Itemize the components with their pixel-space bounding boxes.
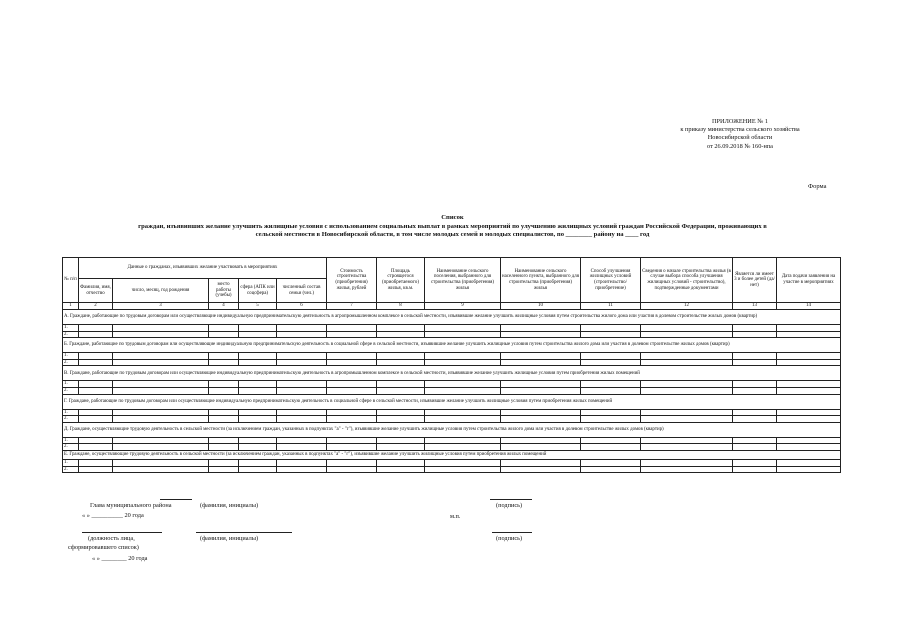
title-line-3: сельской местности в Новосибирской области, в том числе молодых семей и молодых специалистов, по ________ району на ____ год bbox=[255, 231, 650, 239]
col-header-construction-start: Сведения о начале строительства жилья (в случае выбора способа улучшения жилищных условий - строительство), подтвержденные документами bbox=[641, 258, 733, 303]
col-header-area: Площадь строящегося (приобретаемого) жилья, кв.м. bbox=[377, 258, 425, 303]
col-number: 11 bbox=[581, 303, 641, 310]
section-e: Е. Граждане, осуществляющие трудовую деятельность в сельской местности (за исключением граждан, указанных в подпунктах "а" - "г"), изъявившие желание улучшить жилищные условия путем приобретения жилых помещений bbox=[63, 450, 841, 459]
col-header-fullname: Фамилия, имя, отчество bbox=[79, 279, 113, 303]
col-header-children: Является ли имеет 3 и более детей (да/нет) bbox=[733, 258, 777, 303]
col-number: 13 bbox=[733, 303, 777, 310]
group-header-applicant: Данные о гражданах, изъявивших желание участвовать в мероприятиях bbox=[79, 258, 327, 279]
signature-caption-1: (подпись) bbox=[496, 502, 523, 509]
title-line-1: Список bbox=[441, 214, 464, 221]
appendix-block bbox=[640, 118, 840, 151]
applicants-table bbox=[62, 257, 841, 473]
signature-line bbox=[82, 532, 162, 533]
appendix-line: от 26.09.2018 № 160-нпа bbox=[707, 142, 773, 150]
appendix-line: к приказу министерства сельского хозяйства bbox=[680, 126, 800, 134]
appendix-line: Новосибирской области bbox=[707, 134, 773, 142]
stamp-mark: м.п. bbox=[450, 513, 461, 520]
row-mark: 2. bbox=[63, 416, 79, 423]
head-title: Глава муниципального района bbox=[90, 502, 172, 509]
col-number: 10 bbox=[501, 303, 581, 310]
col-number: 7 bbox=[327, 303, 377, 310]
section-v: В. Граждане, работающие по трудовым договорам или осуществляющие индивидуальную предпринимательскую деятельность в агропромышленном комплексе в сельской местности, изъявившие желание улучшить жилищные условия путем приобретения жилых помещений bbox=[63, 366, 841, 381]
col-number: 6 bbox=[277, 303, 327, 310]
row-mark: 1. bbox=[63, 381, 79, 388]
position-caption: (должность лица, bbox=[88, 535, 135, 542]
col-header-locality: Наименование сельского населенного пункта, выбранного для строительства (приобретения) жилья bbox=[501, 258, 581, 303]
row-mark: 1. bbox=[63, 437, 79, 444]
appendix-line: ПРИЛОЖЕНИЕ № 1 bbox=[712, 118, 768, 125]
section-g: Г. Граждане, работающие по трудовым договорам или осуществляющие индивидуальную предпринимательскую деятельность в социальной сфере в сельской местности, изъявившие желание улучшить жилищные условия путем приобретения жилых помещений bbox=[63, 394, 841, 409]
col-header-settlement: Наименование сельского поселения, выбранного для строительства (приобретения) жилья bbox=[425, 258, 501, 303]
col-header-family-size: численный состав семьи (чел.) bbox=[277, 279, 327, 303]
fio-caption-1: (фамилия, инициалы) bbox=[200, 502, 259, 509]
section-a: А. Граждане, работающие по трудовым договорам или осуществляющие индивидуальную предпринимательскую деятельность в агропромышленном комплексе в сельской местности, изъявившие желание улучшить жилищные условия путем строительства жилого дома или участия в долевом строительстве жилых домов (квартир) bbox=[63, 310, 841, 325]
col-number: 5 bbox=[239, 303, 277, 310]
col-header-method: Способ улучшения жилищных условий (строительство/приобретение) bbox=[581, 258, 641, 303]
form-label: Форма bbox=[808, 183, 827, 190]
row-mark: 2. bbox=[63, 359, 79, 366]
row-mark: 1. bbox=[63, 459, 79, 466]
row-mark: 2. bbox=[63, 466, 79, 473]
col-header-application-date: Дата подачи заявления на участие в мероприятиях bbox=[777, 258, 841, 303]
col-header-workplace: место работы (учебы) bbox=[209, 279, 239, 303]
row-mark: 1. bbox=[63, 353, 79, 360]
signature-caption-2: (подпись) bbox=[496, 535, 523, 542]
col-number: 14 bbox=[777, 303, 841, 310]
row-mark: 2. bbox=[63, 444, 79, 451]
col-number: 12 bbox=[641, 303, 733, 310]
col-number: 2 bbox=[79, 303, 113, 310]
signature-line bbox=[490, 499, 532, 500]
row-mark: 1. bbox=[63, 325, 79, 332]
section-b: Б. Граждане, работающие по трудовым договорам или осуществляющие индивидуальную предпринимательскую деятельность в социальной сфере в сельской местности, изъявившие желание улучшить жилищные условия путем строительства жилого дома или участия в долевом строительстве жилых домов (квартир) bbox=[63, 338, 841, 353]
row-mark: 1. bbox=[63, 409, 79, 416]
col-header-birthdate: число, месяц, год рождения bbox=[113, 279, 209, 303]
title-line-2: граждан, изъявивших желание улучшить жилищные условия с использованием социальных выплат в рамках мероприятий по улучшению жилищных условий граждан Российской Федерации, проживающих в bbox=[138, 222, 767, 230]
row-mark: 2. bbox=[63, 387, 79, 394]
col-number: 8 bbox=[377, 303, 425, 310]
col-number: 9 bbox=[425, 303, 501, 310]
col-header-number: № п/п bbox=[63, 258, 79, 303]
row-mark: 2. bbox=[63, 331, 79, 338]
date-line-2: « » ________ 20 года bbox=[92, 555, 148, 562]
col-number: 3 bbox=[113, 303, 209, 310]
signature-line bbox=[160, 499, 192, 500]
col-header-sector: сфера (АПК или соцсфера) bbox=[239, 279, 277, 303]
formed-caption: сформировавшего список) bbox=[68, 544, 139, 551]
signature-line bbox=[196, 532, 292, 533]
col-number: 1 bbox=[63, 303, 79, 310]
signature-line bbox=[492, 532, 532, 533]
section-d: Д. Граждане, осуществляющие трудовую деятельность в сельской местности (за исключением граждан, указанных в подпунктах "а" - "г"), изъявившие желание улучшить жилищные условия путем строительства жилого дома или участия в долевом строительстве жилых домов (квартир) bbox=[63, 422, 841, 437]
date-line-1: « » __________ 20 года bbox=[82, 512, 144, 519]
document-title bbox=[60, 214, 845, 240]
col-number: 4 bbox=[209, 303, 239, 310]
col-header-cost: Стоимость строительства (приобретения) жилья, рублей bbox=[327, 258, 377, 303]
fio-caption-2: (фамилия, инициалы) bbox=[200, 535, 259, 542]
